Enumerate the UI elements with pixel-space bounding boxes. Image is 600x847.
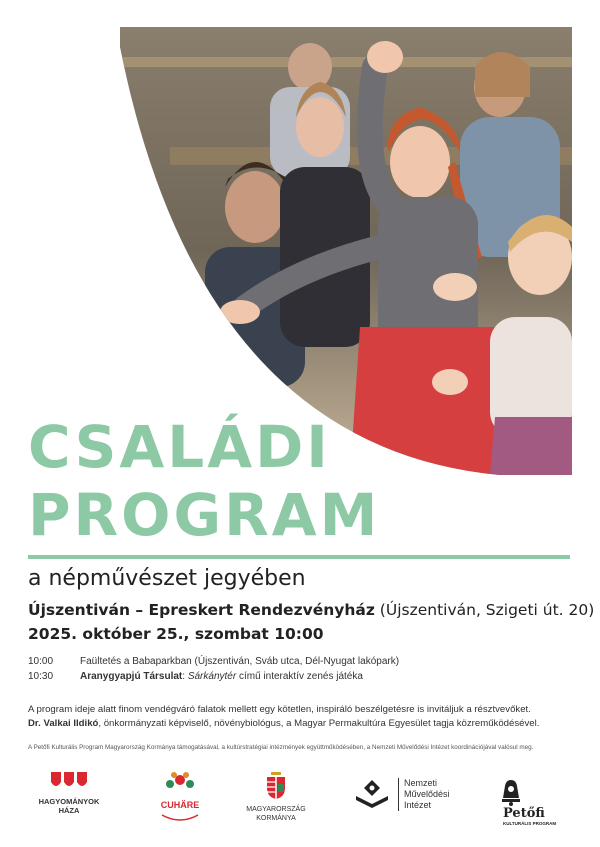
petofi-bell-icon — [500, 778, 522, 806]
subtitle: a népművészet jegyében — [28, 566, 306, 591]
nmi-text — [398, 778, 450, 811]
title-line-1: CSALÁDI — [28, 413, 331, 481]
cuhare-logo — [150, 770, 210, 828]
petofi-name: Petőfi — [503, 806, 545, 821]
nmi-logo — [352, 778, 452, 811]
hero-photo — [120, 27, 572, 475]
title-line-2: PROGRAM — [28, 481, 381, 549]
schedule-item: 10:30 Aranygyapjú Társulat: Sárkánytér című interaktív zenés játéka — [28, 671, 363, 682]
hagyomanyok-line-1: HAGYOMÁNYOK — [38, 797, 100, 806]
coat-of-arms-icon — [265, 770, 287, 800]
cuhare-name: CUHÄRE — [160, 800, 200, 810]
nmi-emblem-icon — [352, 778, 392, 808]
venue — [28, 601, 594, 619]
petofi-logo — [500, 778, 574, 826]
cuhare-arc-icon — [158, 813, 202, 823]
schedule-performer: Aranygyapjú Társulat — [80, 671, 183, 682]
description — [28, 703, 573, 731]
nmi-line-2: Művelődési — [404, 789, 450, 799]
schedule-text: Faültetés a Babaparkban (Újszentiván, Sváb utca, Dél-Nyugat lakópark) — [80, 656, 400, 667]
divider — [28, 555, 570, 559]
venue-address: (Újszentiván, Szigeti út. 20) — [379, 601, 595, 619]
hagyomanyok-haza-logo — [30, 770, 108, 815]
speaker-name: Dr. Valkai Ildikó — [28, 718, 99, 729]
schedule-suffix: című interaktív zenés játéka — [238, 671, 363, 682]
schedule-time: 10:30 — [28, 671, 54, 682]
venue-name: Újszentiván – Epreskert Rendezvényház — [28, 601, 375, 619]
schedule-show: Sárkánytér — [187, 671, 237, 682]
petofi-sub: KULTURÁLIS PROGRAM — [503, 821, 557, 826]
schedule-item — [28, 656, 399, 667]
nmi-line-3: Intézet — [404, 800, 432, 810]
nmi-line-1: Nemzeti — [404, 778, 438, 788]
petofi-text — [503, 806, 556, 826]
hagyomanyok-mark-icon — [49, 770, 89, 792]
children-dancing-illustration — [120, 27, 572, 475]
cuhare-flower-icon — [158, 770, 202, 796]
schedule-time: 10:00 — [28, 656, 54, 667]
description-line-1: A program ideje alatt finom vendégváró falatok mellett egy kötetlen, inspiráló beszélgetésre is invitáljuk a résztvevőket. — [28, 704, 531, 715]
hagyomanyok-line-2: HÁZA — [58, 806, 80, 815]
description-line-2: , önkormányzati képviselő, növénybiológus, a Magyar Permakultúra Egyesület tagja közreműködésével. — [98, 718, 540, 729]
kormany-logo — [240, 770, 312, 823]
footer-note: A Petőfi Kulturális Program Magyarország Kormánya támogatásával, a kultúrstratégiai intézmények együttműködésében, a Nemzeti Művelődési Intézet koordinációjával valósul meg. — [28, 744, 534, 751]
event-date: 2025. október 25., szombat 10:00 — [28, 625, 324, 643]
kormany-line-1: MAGYARORSZÁG — [246, 806, 306, 813]
kormany-line-2: KORMÁNYA — [256, 815, 296, 822]
